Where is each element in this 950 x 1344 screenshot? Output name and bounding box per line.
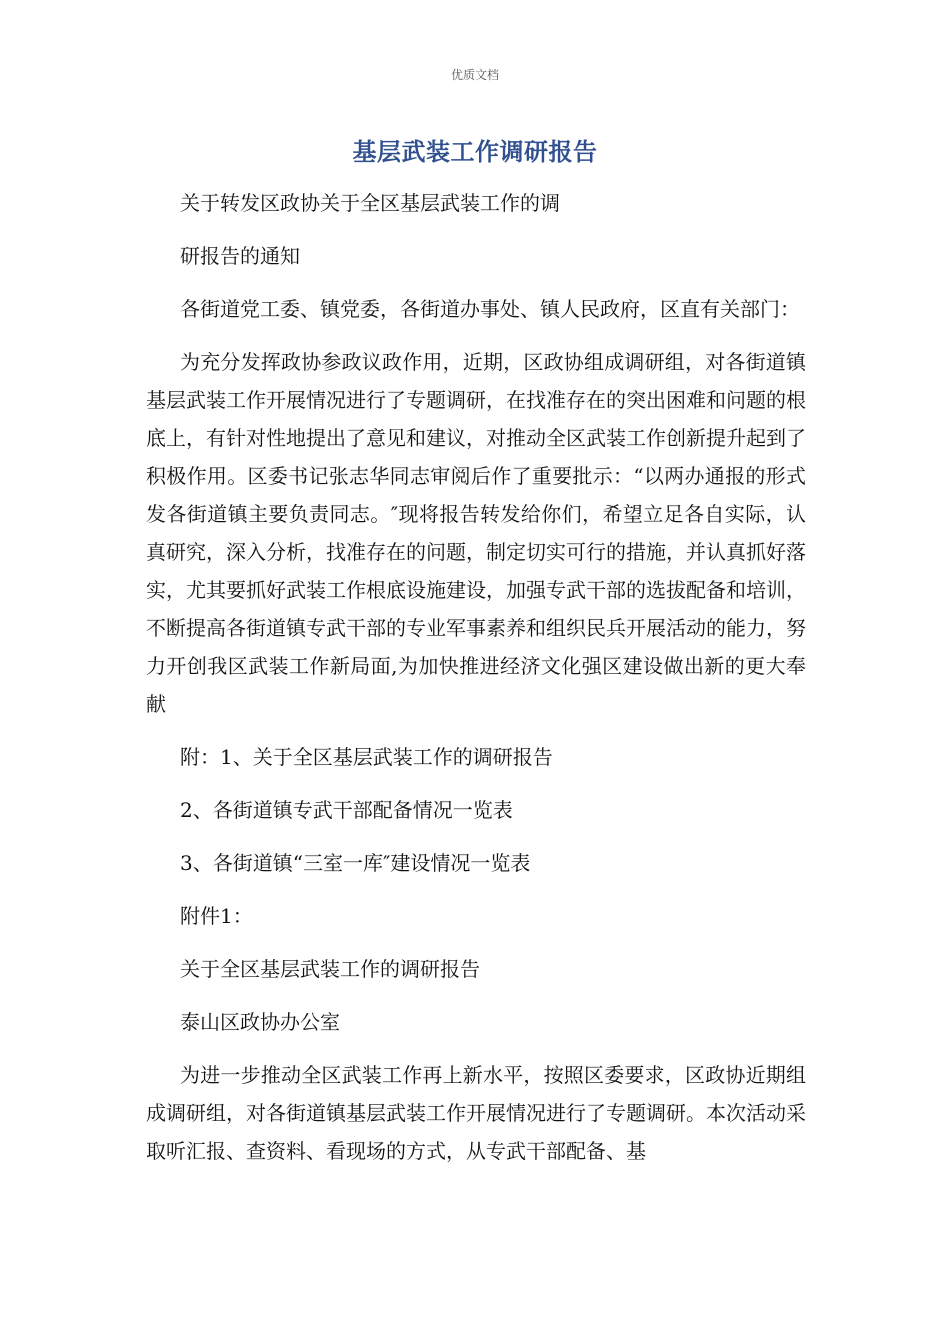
paragraph-report-title: 关于全区基层武装工作的调研报告: [180, 957, 480, 981]
paragraph-recipients: 各街道党工委、镇党委，各街道办事处、镇人民政府，区直有关部门：: [180, 297, 800, 321]
paragraph-attachment-label: 附件1：: [180, 904, 253, 928]
paragraph-notice-body: 为充分发挥政协参政议政作用，近期，区政协组成调研组，对各街道镇基层武装工作开展情况进行了专题调研，在找准存在的突出困难和问题的根底上，有针对性地提出了意见和建议，对推动全区武装工作创新提升起到了积极作用。区委书记张志华同志审阅后作了重要批示：“以两办通报的形式发各街道镇主要负责同志。″现将报告转发给你们，希望立足各自实际，认真研究，深入分析，找准存在的问题，制定切实可行的措施，并认真抓好落实，尤其要抓好武装工作根底设施建设，加强专武干部的选拔配备和培训，不断提高各街道镇专武干部的专业军事素养和组织民兵开展活动的能力，努力开创我区武装工作新局面,为加快推进经济文化强区建设做出新的更大奉献: [146, 350, 806, 716]
document-title: 基层武装工作调研报告: [352, 138, 598, 166]
document-body: [146, 184, 806, 1170]
paragraph-notice-title-2: 研报告的通知: [180, 244, 300, 268]
paragraph-report-body: 为进一步推动全区武装工作再上新水平，按照区委要求，区政协近期组成调研组，对各街道镇基层武装工作开展情况进行了专题调研。本次活动采取听汇报、查资料、看现场的方式，从专武干部配备、基: [146, 1063, 806, 1163]
paragraph-attachment-3: 3、各街道镇“三室一库″建设情况一览表: [180, 851, 531, 875]
paragraph-report-author: 泰山区政协办公室: [180, 1010, 340, 1034]
paragraph-attachment-1: 附：1、关于全区基层武装工作的调研报告: [180, 745, 553, 769]
paragraph-attachment-2: 2、各街道镇专武干部配备情况一览表: [180, 798, 513, 822]
page-header-label: 优质文档: [450, 68, 499, 82]
paragraph-notice-title-1: 关于转发区政协关于全区基层武装工作的调: [180, 191, 560, 215]
